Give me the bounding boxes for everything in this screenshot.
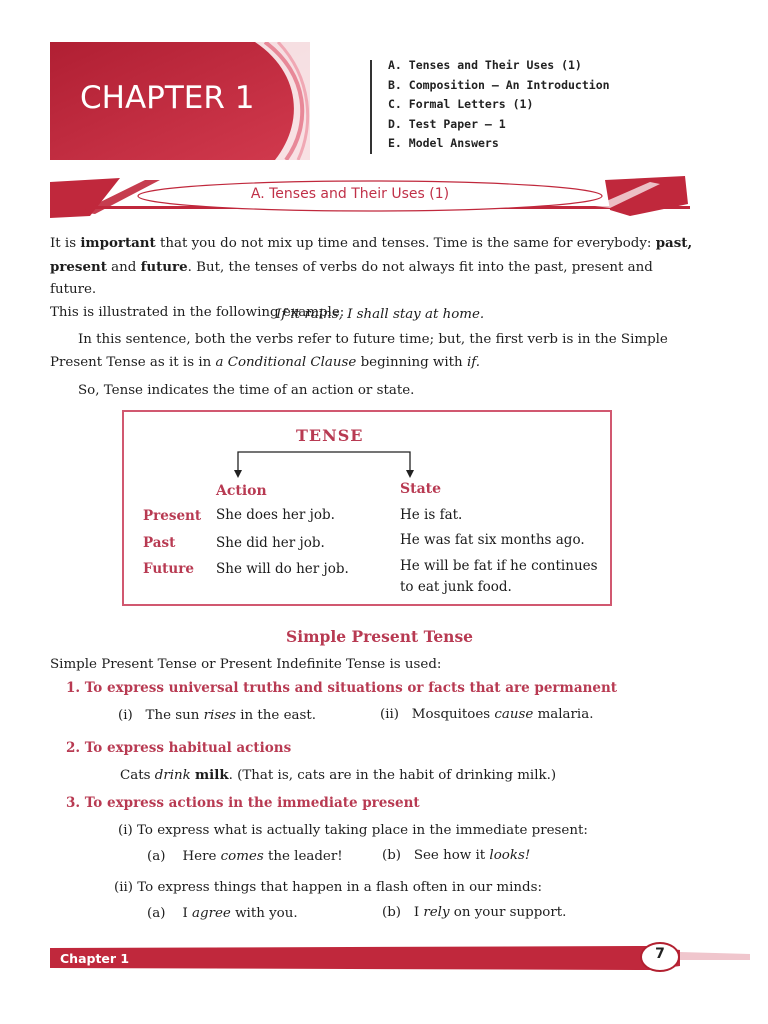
italic-text: a Conditional Clause xyxy=(215,354,357,370)
subsection-title: Simple Present Tense xyxy=(286,627,474,646)
footer-ornament xyxy=(680,944,752,970)
text-run: This is illustrated in the following example: xyxy=(50,304,345,320)
tense-table-title: TENSE xyxy=(296,426,364,445)
example-3-i-b xyxy=(382,845,530,868)
text-run: . (That is, cats are in the habit of drinking milk.) xyxy=(228,768,557,783)
page-number: 7 xyxy=(655,946,665,962)
usage-heading-3: 3. To express actions in the immediate present xyxy=(66,795,420,811)
bold-text: present xyxy=(50,258,107,275)
text-run: that you do not mix up time and tenses. Time is the same for everybody: xyxy=(155,236,656,251)
tense-branch-arrows xyxy=(230,446,420,480)
text-run: with you. xyxy=(230,906,298,921)
italic-text: rely xyxy=(423,905,450,920)
item-number: (b) xyxy=(382,848,402,863)
text-run: Cats xyxy=(120,768,155,783)
bold-text: future xyxy=(140,258,188,275)
italic-text: comes xyxy=(220,849,264,864)
toc-item[interactable]: A. Tenses and Their Uses (1) xyxy=(388,58,582,72)
text-run: I xyxy=(413,905,424,920)
future-state-line: He will be fat if he continues xyxy=(400,558,598,574)
section-title: A. Tenses and Their Uses (1) xyxy=(250,186,450,202)
chapter-title: CHAPTER 1 xyxy=(80,80,255,116)
italic-text: drink xyxy=(154,768,191,783)
column-action: Action xyxy=(216,483,267,499)
item-number: (a) xyxy=(147,849,166,864)
toc-item[interactable]: D. Test Paper – 1 xyxy=(388,116,506,131)
text-run: on your support. xyxy=(449,905,567,920)
toc-item[interactable]: C. Formal Letters (1) xyxy=(388,97,534,111)
future-state xyxy=(400,556,598,598)
text-run: The sun xyxy=(145,708,204,723)
example-3-i-a xyxy=(147,846,343,869)
past-action: She did her job. xyxy=(216,535,325,551)
text-run: Present Tense as it is in xyxy=(50,354,216,370)
footer-bar xyxy=(50,946,680,970)
toc-item[interactable]: B. Composition — An Introduction xyxy=(388,77,610,92)
present-state: He is fat. xyxy=(400,507,463,523)
italic-text: rises xyxy=(203,708,236,723)
item-number: (i) xyxy=(118,708,133,723)
bold-text: past, xyxy=(655,235,693,251)
bold-text: milk xyxy=(195,767,229,783)
example-sentence: If it rains, I shall stay at home. xyxy=(276,307,485,322)
text-run: . But, the tenses of verbs do not always fit into the past, present and future. xyxy=(50,259,653,297)
usage-3-ii: (ii) To express things that happen in a flash often in our minds: xyxy=(114,880,542,895)
item-number: (a) xyxy=(147,906,166,921)
toc-item[interactable]: E. Model Answers xyxy=(388,136,499,150)
present-action: She does her job. xyxy=(216,507,335,523)
example-3-ii-b xyxy=(382,902,566,925)
text-run: Mosquitoes xyxy=(411,707,495,722)
row-label-past: Past xyxy=(143,535,176,551)
future-state-line: to eat junk food. xyxy=(400,579,512,595)
text-run: the leader! xyxy=(263,849,343,864)
row-label-present: Present xyxy=(143,508,202,524)
text-run: beginning with xyxy=(356,354,467,370)
text-run: See how it xyxy=(413,848,490,863)
italic-text: agree xyxy=(192,906,231,921)
usage-heading-2: 2. To express habitual actions xyxy=(66,740,292,756)
italic-text: if. xyxy=(466,354,480,370)
italic-text: cause xyxy=(494,707,534,722)
text-run: Here xyxy=(182,849,221,864)
usage-heading-1: 1. To express universal truths and situations or facts that are permanent xyxy=(66,680,618,696)
future-action: She will do her job. xyxy=(216,561,349,577)
footer-chapter-label: Chapter 1 xyxy=(60,951,130,966)
example-1-i xyxy=(118,705,316,728)
chapter-contents xyxy=(388,56,610,154)
example-1-ii xyxy=(380,704,593,727)
item-number: (ii) xyxy=(380,707,400,722)
column-state: State xyxy=(400,481,442,497)
past-state: He was fat six months ago. xyxy=(400,532,585,548)
row-label-future: Future xyxy=(143,561,194,577)
italic-text: looks! xyxy=(489,848,531,863)
text-run: and xyxy=(106,259,141,275)
usage-3-i: (i) To express what is actually taking place in the immediate present: xyxy=(118,823,588,838)
explanation-paragraph xyxy=(50,329,700,374)
toc-divider xyxy=(370,60,372,154)
bold-text: important xyxy=(80,235,156,251)
item-number: (b) xyxy=(382,905,402,920)
example-2 xyxy=(120,764,556,788)
text-run: I xyxy=(182,906,193,921)
usage-intro: Simple Present Tense or Present Indefinite Tense is used: xyxy=(50,657,442,672)
text-run: in the east. xyxy=(236,708,317,723)
text-run: It is xyxy=(50,236,81,251)
text-run: In this sentence, both the verbs refer to future time; but, the first verb is in the Simple xyxy=(78,332,668,347)
example-3-ii-a xyxy=(147,903,298,926)
text-run: malaria. xyxy=(533,707,594,722)
tense-definition: So, Tense indicates the time of an action or state. xyxy=(78,383,415,398)
